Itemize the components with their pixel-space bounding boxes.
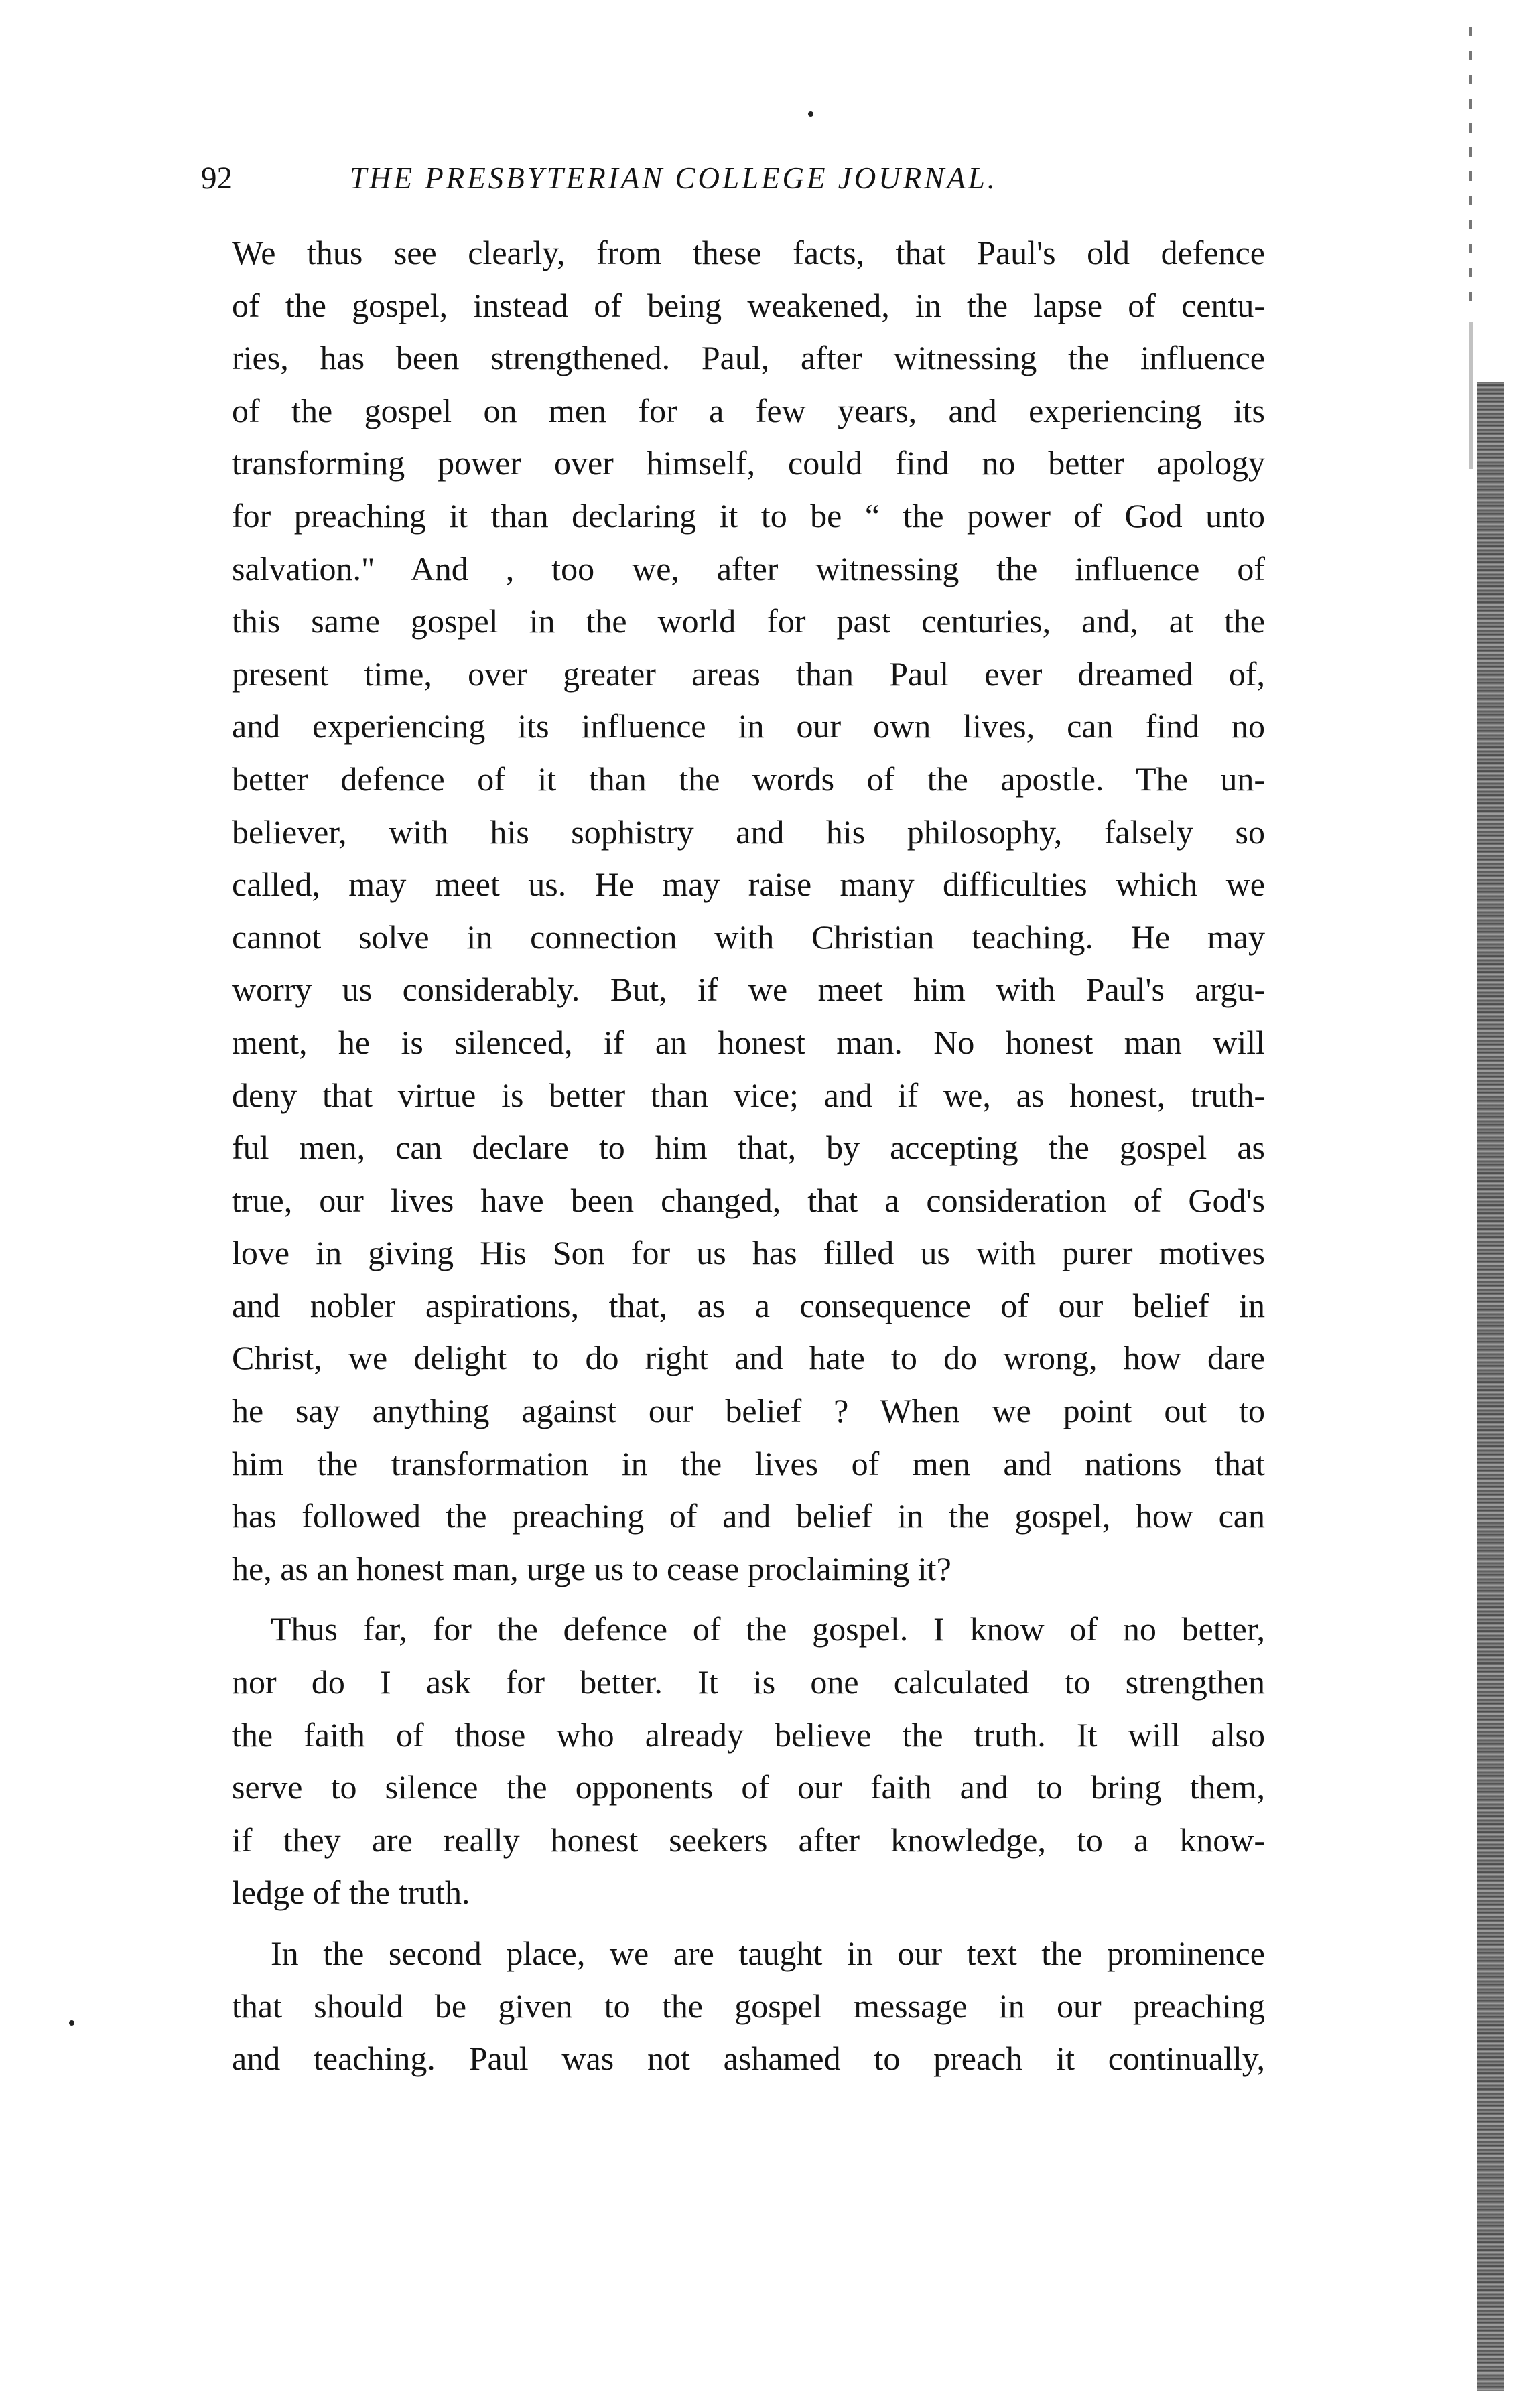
running-title: THE PRESBYTERIAN COLLEGE JOURNAL.	[350, 161, 998, 195]
text-line: nor do I ask for better. It is one calculated to strengthen	[232, 1663, 1265, 1701]
scan-tick	[1469, 292, 1472, 301]
scan-tick	[1469, 99, 1472, 109]
text-line: of the gospel, instead of being weakened, in the lapse of centu-	[232, 286, 1265, 324]
text-line: In the second place, we are taught in our text the prominence	[271, 1934, 1265, 1972]
text-line: of the gospel on men for a few years, and experiencing its	[232, 391, 1265, 429]
text-line: called, may meet us. He may raise many difficulties which we	[232, 865, 1265, 904]
text-line: and teaching. Paul was not ashamed to preach it continually,	[232, 2040, 1265, 2078]
text-line: has followed the preaching of and belief in the gospel, how can	[232, 1497, 1265, 1535]
text-line: worry us considerably. But, if we meet him with Paul's argu-	[232, 971, 1265, 1009]
scan-speck	[808, 111, 813, 117]
scan-tick	[1469, 196, 1472, 205]
scan-tick	[1469, 244, 1472, 253]
scan-tick	[1469, 51, 1472, 60]
text-line: deny that virtue is better than vice; and if we, as honest, truth-	[232, 1076, 1265, 1114]
page-header	[201, 158, 1300, 212]
text-line: Thus far, for the defence of the gospel. I know of no better,	[271, 1610, 1265, 1648]
text-line: him the transformation in the lives of men and nations that	[232, 1444, 1265, 1482]
text-line: he, as an honest man, urge us to cease proclaiming it?	[232, 1549, 951, 1587]
scan-tick	[1469, 147, 1472, 157]
scan-tick	[1469, 171, 1472, 181]
text-line: serve to silence the opponents of our faith and to bring them,	[232, 1768, 1265, 1807]
text-line: Christ, we delight to do right and hate to do wrong, how dare	[232, 1339, 1265, 1377]
text-line: love in giving His Son for us has filled us with purer motives	[232, 1234, 1265, 1272]
paragraph	[232, 226, 1265, 1595]
text-line: believer, with his sophistry and his philosophy, falsely so	[232, 812, 1265, 851]
scan-tick	[1469, 220, 1472, 229]
page-number: 92	[201, 161, 233, 196]
text-line: that should be given to the gospel message in our preaching	[232, 1987, 1265, 2025]
text-line: for preaching it than declaring it to be “ the power of God unto	[232, 496, 1265, 535]
text-line: transforming power over himself, could find no better apology	[232, 444, 1265, 482]
text-line: ries, has been strengthened. Paul, after witnessing the influence	[232, 339, 1265, 377]
text-line: if they are really honest seekers after knowledge, to a know-	[232, 1821, 1265, 1859]
page-edge-shadow	[1469, 322, 1473, 469]
text-line: We thus see clearly, from these facts, that Paul's old defence	[232, 234, 1265, 271]
text-line: salvation." And , too we, after witnessing the influence of	[232, 549, 1265, 587]
text-line: he say anything against our belief ? When we point out to	[232, 1392, 1265, 1430]
scan-tick	[1469, 75, 1472, 84]
text-line: ful men, can declare to him that, by accepting the gospel as	[232, 1129, 1265, 1167]
paragraph	[232, 1603, 1265, 1919]
binding-edge	[1477, 382, 1504, 2391]
text-line: the faith of those who already believe the truth. It will also	[232, 1715, 1265, 1754]
text-line: cannot solve in connection with Christian teaching. He may	[232, 918, 1265, 956]
scan-tick	[1469, 268, 1472, 277]
body-text	[232, 226, 1265, 2085]
text-line: ledge of the truth.	[232, 1873, 470, 1912]
scan-tick	[1469, 123, 1472, 133]
text-line: true, our lives have been changed, that a consideration of God's	[232, 1181, 1265, 1219]
text-line: and experiencing its influence in our own lives, can find no	[232, 707, 1265, 746]
text-line: better defence of it than the words of the apostle. The un-	[232, 760, 1265, 798]
text-line: ment, he is silenced, if an honest man. No honest man will	[232, 1023, 1265, 1061]
text-line: and nobler aspirations, that, as a consequence of our belief in	[232, 1286, 1265, 1324]
scan-tick	[1469, 27, 1472, 36]
text-line: this same gospel in the world for past centuries, and, at the	[232, 602, 1265, 640]
text-line: present time, over greater areas than Paul ever dreamed of,	[232, 654, 1265, 693]
paragraph	[232, 1927, 1265, 2085]
scan-speck	[69, 2020, 74, 2026]
